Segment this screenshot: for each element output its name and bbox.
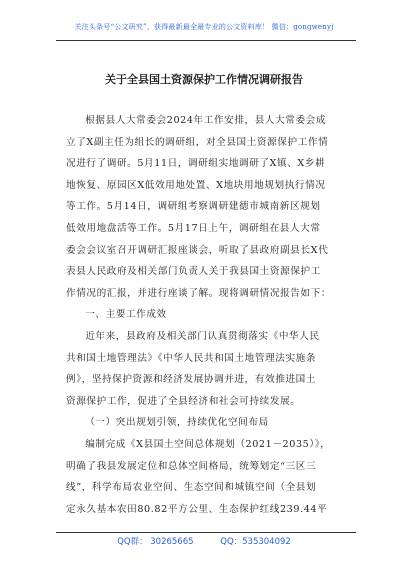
body-line: 地恢复、原园区X低效用地处置、X地块用地规划执行情况 — [66, 179, 326, 191]
body-line: 资源保护工作，促进了全县经济和社会可持续发展。 — [66, 395, 301, 407]
body-line: 低效用地盘活等工作。5月17日上午，调研组在县人大常 — [66, 222, 321, 234]
body-line: 近年来，县政府及相关部门认真贯彻落实《中华人民 — [85, 330, 320, 342]
document-title: 关于全县国土资源保护工作情况调研报告 — [105, 73, 303, 86]
body-line: 共和国土地管理法》《中华人民共和国土地管理法实施条 — [66, 352, 317, 364]
footer-contact — [0, 535, 408, 547]
body-line: 作情况的汇报，并进行座谈了解。现将调研情况报告如下： — [66, 287, 332, 299]
body-line: 表县人民政府及相关部门负责人关于我县国土资源保护工 — [66, 266, 321, 278]
qq-group: QQ群： 30265665 — [117, 537, 194, 547]
subsection-heading: （一）突出规划引领，持续优化空间布局 — [85, 417, 269, 429]
body-line: 立了X副主任为组长的调研组，对全县国土资源保护工作情 — [66, 136, 329, 148]
body-line: 例》，坚持保护资源和经济发展协调并进，有效推进国土 — [66, 374, 317, 386]
body-line: 编制完成《X县国土空间总体规划（2021－2035）》， — [85, 438, 331, 450]
body-line: 等工作。5月14日，调研组考察调研建德市城南新区规划 — [66, 201, 321, 213]
body-line: 线”，科学布局农业空间、生态空间和城镇空间（全县划 — [66, 482, 317, 494]
body-line: 定永久基本农田80.82平方公里、生态保护红线239.44平 — [66, 503, 328, 515]
header-notice: 关注头条号“公文研究”，获得最新最全最专业的公文资料库！ 微信：gongwenyj — [74, 23, 334, 31]
section-heading: 一、主要工作成效 — [85, 309, 167, 321]
body-line: 明确了我县发展定位和总体空间格局，统筹划定“三区三 — [66, 460, 317, 472]
qq-number: QQ：535304092 — [220, 537, 291, 547]
body-line: 根据县人大常委会2024年工作安排，县人大常委会成 — [85, 115, 327, 126]
document-body — [66, 110, 348, 520]
body-line: 委会会议室召开调研汇报座谈会，听取了县政府副县长X代 — [66, 244, 329, 256]
body-line: 况进行了调研。5月11日，调研组实地调研了X镇、X乡耕 — [66, 158, 326, 170]
header-divider — [56, 40, 356, 41]
footer-divider — [56, 532, 356, 533]
